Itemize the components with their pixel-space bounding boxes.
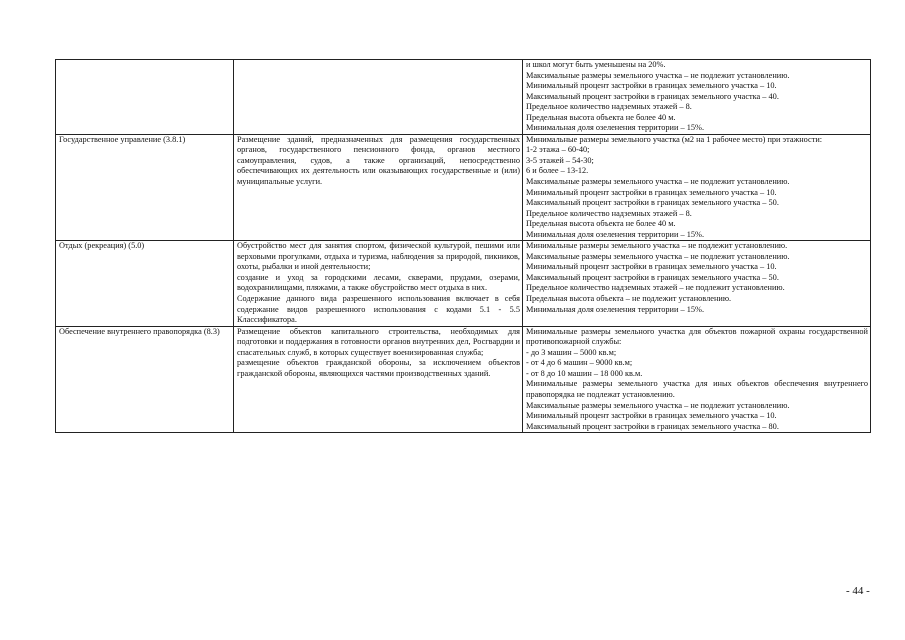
description-cell: [234, 60, 523, 135]
parameter-line: Минимальная доля озеленения территории – 15%.: [526, 123, 705, 133]
use-type-name: Отдых (рекреация) (5.0): [59, 241, 145, 251]
parameter-line: Минимальные размеры земельного участка – не подлежит установлению.: [526, 241, 788, 251]
use-type-name: Государственное управление (3.8.1): [59, 134, 186, 144]
description-paragraph: Размещение объектов капитального строительства, необходимых для подготовки и поддержания в готовности органов внутренних дел, Росгвардии и спасательных служб, в которых существует военизированная служба;: [237, 326, 520, 357]
use-type-name-cell: [56, 326, 234, 432]
use-type-name: Обеспечение внутреннего правопорядка (8.3): [59, 326, 220, 336]
page-number: - 44 -: [846, 585, 870, 597]
table-row: [56, 134, 871, 240]
parameter-line: Минимальный процент застройки в границах земельного участка – 10.: [526, 81, 777, 91]
parameter-line: Минимальные размеры земельного участка (м2 на 1 рабочее место) при этажности:: [526, 134, 823, 144]
use-type-name-cell: [56, 60, 234, 135]
parameter-line: Максимальные размеры земельного участка – не подлежит установлению.: [526, 400, 790, 410]
parameter-line: Максимальный процент застройки в границах земельного участка – 80.: [526, 421, 779, 431]
description-paragraph: Размещение зданий, предназначенных для размещения государственных органов, государственного пенсионного фонда, органов местного самоуправления, судов, а также организаций, непосредственно обеспечивающих их деятельность или оказывающих государственные и (или) муниципальные услуги.: [237, 134, 520, 187]
parameter-line: Максимальные размеры земельного участка – не подлежит установлению.: [526, 177, 790, 187]
parameter-line: Максимальный процент застройки в границах земельного участка – 40.: [526, 91, 779, 101]
use-type-name-cell: [56, 241, 234, 326]
description-paragraph: Обустройство мест для занятия спортом, физической культурой, пешими или верховыми прогулками, отдыха и туризма, наблюдения за природой, пикников, охоты, рыбалки и иной деятельности;: [237, 241, 520, 272]
parameter-line: Минимальный процент застройки в границах земельного участка – 10.: [526, 411, 777, 421]
parameter-line: - до 3 машин – 5000 кв.м;: [526, 347, 617, 357]
parameter-line: Максимальные размеры земельного участка – не подлежит установлению.: [526, 70, 790, 80]
parameter-line: Минимальные размеры земельного участка для объектов пожарной охраны государственной противопожарной службы:: [526, 326, 868, 347]
parameter-line: Предельное количество надземных этажей – 8.: [526, 208, 692, 218]
description-paragraph: создание и уход за городскими лесами, скверами, прудами, озерами, водохранилищами, пляжами, а также обустройство мест отдыха в них.: [237, 272, 520, 293]
parameter-line: Максимальные размеры земельного участка – не подлежит установлению.: [526, 251, 790, 261]
parameter-line: Минимальный процент застройки в границах земельного участка – 10.: [526, 262, 777, 272]
description-cell: [234, 241, 523, 326]
description-paragraph: размещение объектов гражданской обороны, за исключением объектов гражданской обороны, являющихся частями производственных зданий.: [237, 358, 520, 378]
parameter-line: Минимальная доля озеленения территории – 15%.: [526, 229, 705, 239]
parameter-line: Максимальный процент застройки в границах земельного участка – 50.: [526, 198, 779, 208]
description-cell: [234, 134, 523, 240]
parameter-line: - от 8 до 10 машин – 18 000 кв.м.: [526, 368, 643, 378]
parameter-line: Минимальная доля озеленения территории – 15%.: [526, 304, 705, 314]
parameter-line: Предельное количество надземных этажей – 8.: [526, 102, 692, 112]
table-row: [56, 60, 871, 135]
use-type-name-cell: [56, 134, 234, 240]
parameters-cell: [523, 241, 871, 326]
parameters-cell: [523, 60, 871, 135]
parameter-line: Минимальный процент застройки в границах земельного участка – 10.: [526, 187, 777, 197]
regulations-table: [55, 59, 871, 433]
table-row: [56, 326, 871, 432]
parameter-line: Предельная высота объекта не более 40 м.: [526, 219, 676, 229]
parameters-cell: [523, 134, 871, 240]
parameter-line: Минимальные размеры земельного участка для иных объектов обеспечения внутреннего правопорядка не подлежат установлению.: [526, 379, 868, 399]
parameter-line: Максимальный процент застройки в границах земельного участка – 50.: [526, 272, 779, 282]
description-paragraph: Содержание данного вида разрешенного использования включает в себя содержание видов разрешенного использования с кодами 5.1 - 5.5 Классификатора.: [237, 294, 520, 325]
description-cell: [234, 326, 523, 432]
parameter-line: Предельная высота объекта – не подлежит установлению.: [526, 294, 732, 304]
parameter-line: - от 4 до 6 машин – 9000 кв.м;: [526, 358, 633, 368]
parameter-line: 3-5 этажей – 54-30;: [526, 155, 594, 165]
parameter-line: Предельная высота объекта не более 40 м.: [526, 112, 676, 122]
parameters-cell: [523, 326, 871, 432]
parameter-line: Предельное количество надземных этажей – не подлежит установлению.: [526, 283, 785, 293]
parameter-line: 6 и более – 13-12.: [526, 166, 589, 176]
table-body: [56, 60, 871, 433]
parameter-line: и школ могут быть уменьшены на 20%.: [526, 60, 666, 69]
table-row: [56, 241, 871, 326]
parameter-line: 1-2 этажа – 60-40;: [526, 145, 590, 155]
